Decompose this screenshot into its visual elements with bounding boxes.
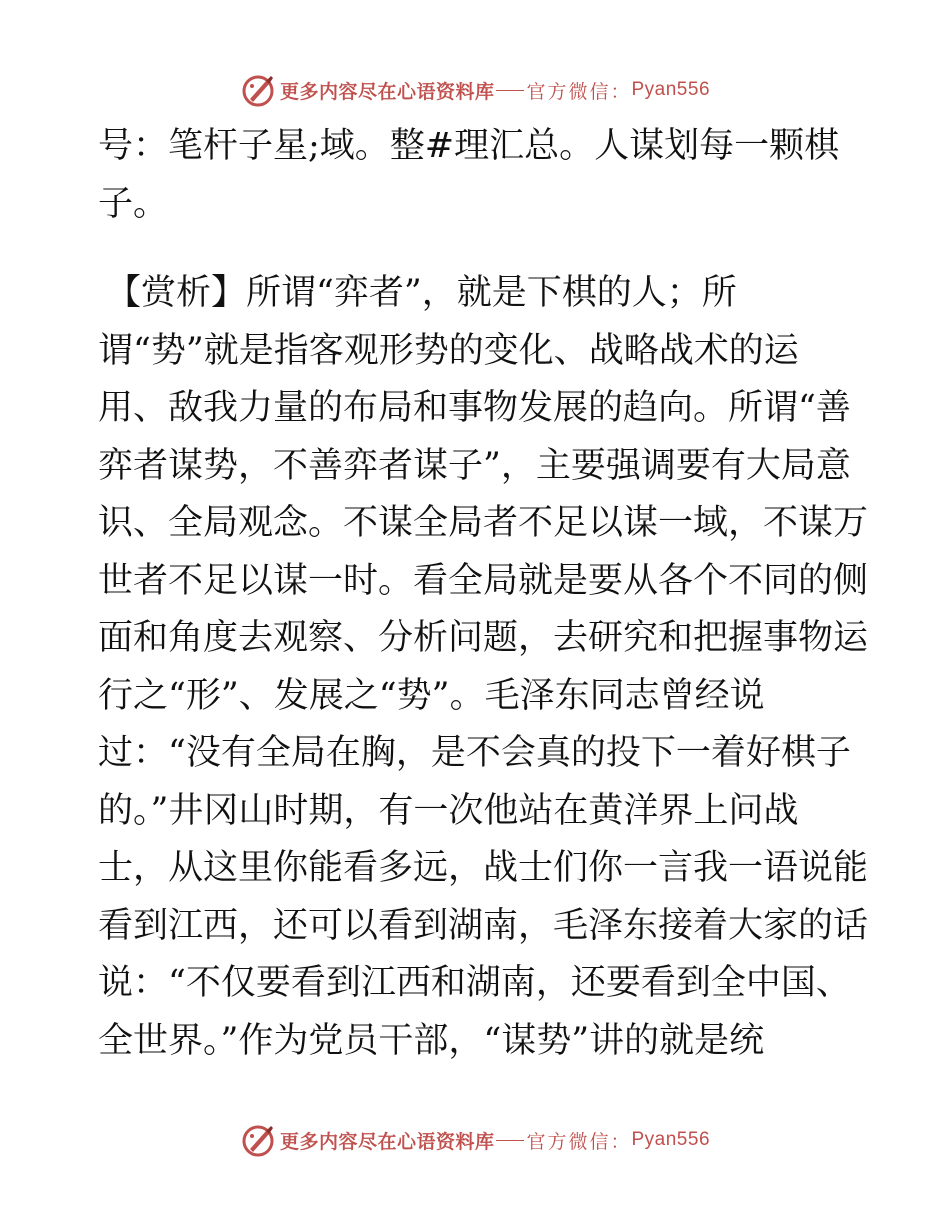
body-line: 弈者谋势，不善弈者谋子”，主要强调要有大局意 xyxy=(98,445,851,486)
body-line: 全世界。”作为党员干部，“谋势”讲的就是统 xyxy=(98,1020,765,1061)
document-body xyxy=(98,118,869,1070)
body-line: 士，从这里你能看多远，战士们你一言我一语说能 xyxy=(98,848,869,888)
watermark-wechat-id: Pyan556 xyxy=(631,1129,711,1150)
body-line: 识、全局观念。不谋全局者不足以谋一域，不谋万 xyxy=(98,503,869,543)
body-line: 过：“没有全局在胸，是不会真的投下一着好棋子 xyxy=(98,733,851,773)
body-line: 世者不足以谋一时。看全局就是要从各个不同的侧 xyxy=(98,560,869,601)
watermark-official-label: 官方微信： xyxy=(526,80,632,103)
header-watermark xyxy=(0,70,950,110)
body-line: 谓“势”就是指客观形势的变化、战略战术的运 xyxy=(98,330,799,371)
body-line: 的。”井冈山时期，有一次他站在黄洋界上问战 xyxy=(98,790,799,831)
watermark-wechat-id: Pyan556 xyxy=(631,79,711,100)
watermark-brand: 更多内容尽在心语资料库 xyxy=(279,1130,495,1153)
watermark-dash xyxy=(496,90,524,91)
body-line: 看到江西，还可以看到湖南，毛泽东接着大家的话 xyxy=(98,905,869,946)
footer-watermark xyxy=(0,1120,950,1160)
body-line: 面和角度去观察、分析问题，去研究和把握事物运 xyxy=(98,618,869,658)
body-line: 说：“不仅要看到江西和湖南，还要看到全中国、 xyxy=(98,963,851,1003)
body-line: 【赏析】所谓“弈者”，就是下棋的人；所 xyxy=(106,273,737,313)
body-line: 子。 xyxy=(98,183,169,224)
quill-pen-circle-icon xyxy=(240,72,276,108)
quill-pen-circle-icon xyxy=(240,1122,276,1158)
watermark-official-label: 官方微信： xyxy=(526,1130,632,1153)
body-line: 用、敌我力量的布局和事物发展的趋向。所谓“善 xyxy=(98,388,851,428)
body-line: 号：笔杆子星;域。整#理汇总。人谋划每一颗棋 xyxy=(98,126,840,166)
body-line: 行之“形”、发展之“势”。毛泽东同志曾经说 xyxy=(98,675,765,716)
watermark-dash xyxy=(496,1140,524,1141)
watermark-brand: 更多内容尽在心语资料库 xyxy=(279,80,495,103)
